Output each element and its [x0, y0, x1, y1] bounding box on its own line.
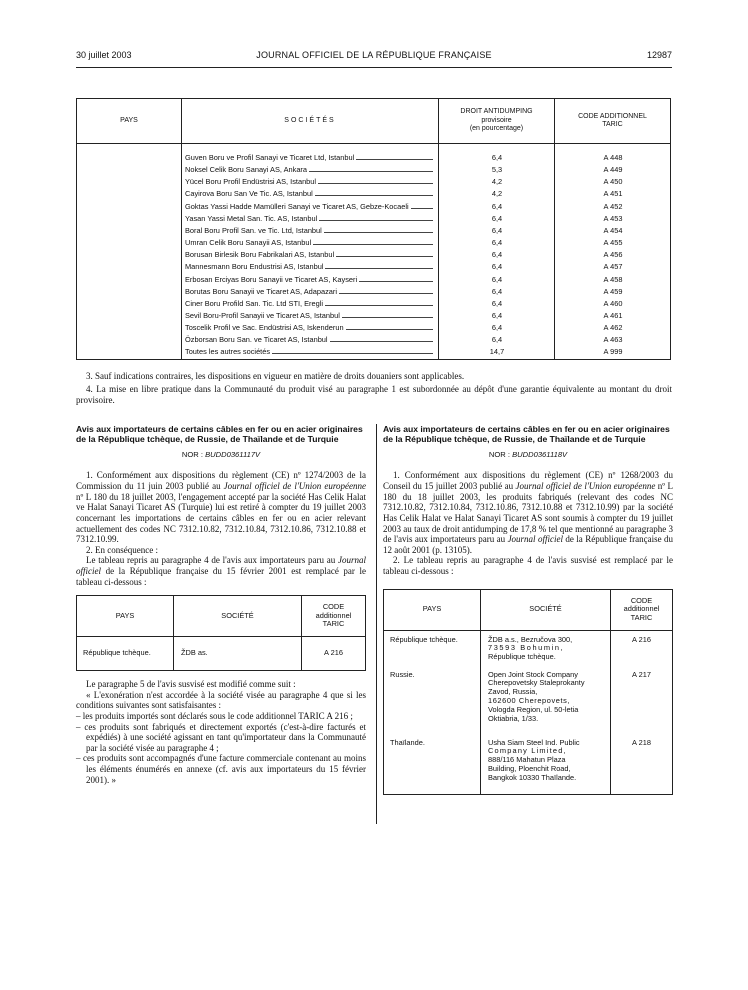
table-cell-rate: 6,4	[491, 262, 503, 272]
cell-societe: ŽDB as.	[181, 648, 208, 658]
company-name: Erbosan Erciyas Boru Sanayii ve Ticaret AS, Kayseri	[185, 274, 358, 284]
nor-label: NOR :	[181, 449, 203, 459]
header-page-number: 12987	[646, 50, 672, 60]
table-cell-taric: A 449	[603, 165, 623, 175]
col-header-code	[611, 590, 672, 630]
antidumping-table	[76, 98, 671, 360]
table-row-company	[185, 177, 439, 189]
table-cell-rate: 6,4	[491, 250, 503, 260]
journal-ref: Journal officiel	[507, 534, 563, 545]
left-column	[76, 424, 366, 785]
journal-ref: Journal officiel de l'Union européenne	[515, 481, 656, 492]
table-cell-rate: 6,4	[491, 238, 503, 248]
bullet-2: – ces produits sont fabriqués et directement exportés (c'est-à-dire facturés et expédiés) à une société agissant en tant qu'importateur dans la Communauté par la société visée au paragraphe 4 ;	[76, 721, 366, 753]
address-line: Open Joint Stock Company	[488, 669, 578, 679]
leader-line	[339, 287, 433, 294]
table-cell-taric: A 450	[603, 177, 623, 187]
right-taric-table	[383, 589, 673, 795]
text: 1. Conformément aux dispositions du règlement (CE) nº 1268/2003 du Conseil du 15 juillet 2003 publié au	[383, 470, 673, 492]
col-header-societe: SOCIÉTÉ	[529, 604, 562, 614]
table-cell-taric: A 999	[603, 347, 623, 357]
left-taric-table	[76, 595, 366, 671]
leader-line	[318, 177, 433, 184]
left-para-4: Le paragraphe 5 de l'avis susvisé est modifié comme suit :	[86, 679, 296, 690]
col-header-code	[302, 596, 365, 636]
cell-societe	[488, 739, 606, 783]
right-para-2: 2. Le tableau repris au paragraphe 4 de l'avis susvisé est remplacé par le tableau ci-dessous :	[383, 555, 673, 576]
table-cell-taric: A 451	[603, 189, 623, 199]
address-line: République tchèque.	[488, 652, 556, 662]
cell-code: A 217	[632, 669, 651, 679]
table-cell-rate: 6,4	[491, 323, 503, 333]
journal-ref: Journal officiel de l'Union européenne	[223, 481, 367, 492]
leader-line	[411, 202, 433, 209]
text: de la République française du 15 février 2001 est remplacé par le tableau ci-dessous :	[76, 565, 366, 587]
leader-line	[325, 262, 433, 269]
leader-line	[356, 153, 433, 160]
table-cell-taric: A 461	[603, 310, 623, 320]
notes	[76, 371, 672, 408]
left-para-3	[76, 555, 366, 587]
cell-pays: Thaïlande.	[390, 737, 425, 747]
address-line: 162600 Cherepovets,	[488, 696, 571, 706]
leader-line	[325, 299, 433, 306]
leader-line	[336, 250, 433, 257]
journal-ref: Journal officiel	[76, 555, 366, 576]
table-cell-taric: A 463	[603, 335, 623, 345]
address-line: Bangkok 10330 Thaïlande.	[488, 773, 577, 783]
company-name: Umran Celik Boru Sanayii AS, Istanbul	[185, 238, 312, 248]
nor-label: NOR :	[488, 449, 510, 459]
table-cell-taric: A 460	[603, 298, 623, 308]
table-cell-rate: 6,4	[491, 335, 503, 345]
text: 1. Conformément aux dispositions du règlement (CE) nº 1274/2003 de la Commission du 11 juin 2003 publié au	[76, 470, 366, 492]
table-cell-rate: 6,4	[491, 310, 503, 320]
text: nº L 180 du 18 juillet 2003, l'engagement accepté par la société Has Celik Halat ve Halat Sanayi Ticaret AS (Turquie) lui est retiré à compter du 19 juillet 2003 concernant les importations de certains câbles en fer ou en acier relevant actuellement des codes NC 7312.10.82, 7312.10.84, 7312.10.86, 7312.10.88 et 7312.10.99.	[76, 491, 366, 545]
address-line: Oktiabria, 1/33.	[488, 713, 539, 723]
table-cell-rate: 6,4	[491, 298, 503, 308]
right-avis-title: Avis aux importateurs de certains câbles en fer ou en acier originaires de la République tchèque, de Russie, de Thaïlande et de Turquie	[383, 424, 670, 445]
table-cell-rate: 14,7	[489, 347, 505, 357]
table-row-company	[185, 250, 439, 262]
code-line: TARIC	[630, 612, 653, 622]
column-divider	[376, 424, 377, 824]
leader-line	[309, 165, 433, 172]
company-name: Özborsan Boru San. ve Ticaret AS, Istanbul	[185, 335, 328, 345]
table-row-company	[185, 323, 439, 335]
company-name: Guven Boru ve Profil Sanayi ve Ticaret Ltd, Istanbul	[185, 153, 355, 162]
company-name: Ciner Boru Profild San. Tic. Ltd STI, Eregli	[185, 298, 324, 308]
right-para-1	[383, 470, 673, 555]
company-name: Yasan Yassi Metal San. Tic. AS, Istanbul	[185, 213, 318, 223]
left-nor	[76, 450, 366, 460]
table-cell-rate: 6,4	[491, 274, 503, 284]
address-line: Cherepovetsky Staleprokanty Zavod, Russia,	[488, 678, 585, 697]
col-header-pays: PAYS	[120, 116, 138, 124]
table-cell-rate: 6,4	[491, 286, 503, 296]
table-divider	[77, 636, 365, 637]
code-line-2: TARIC	[602, 121, 623, 128]
table-row-company	[185, 202, 439, 214]
company-name: Boral Boru Profil San. ve Tic. Ltd, Istanbul	[185, 225, 322, 235]
left-para-1	[76, 470, 366, 544]
table-cell-taric: A 448	[603, 153, 623, 162]
header-journal-title: JOURNAL OFFICIEL DE LA RÉPUBLIQUE FRANÇAISE	[256, 50, 492, 60]
table-row-company	[185, 347, 439, 359]
leader-line	[272, 347, 433, 354]
left-para-2: 2. En conséquence :	[86, 544, 158, 555]
header-date: 30 juillet 2003	[76, 50, 132, 60]
company-name: Toutes les autres sociétés	[185, 347, 271, 357]
table-cell-taric: A 452	[603, 201, 623, 211]
code-line: additionnel	[623, 604, 660, 614]
address-line: Usha Siam Steel Ind. Public	[488, 737, 580, 747]
table-row-company	[185, 335, 439, 347]
cell-pays: République tchèque.	[390, 634, 458, 644]
table-row-company	[185, 189, 439, 201]
droit-line-2: provisoire	[481, 116, 512, 124]
table-cell-taric: A 462	[603, 323, 623, 333]
table-body	[77, 143, 670, 359]
leader-line	[319, 214, 433, 221]
header-rule	[76, 67, 672, 68]
leader-line	[346, 323, 433, 330]
code-line: CODE	[322, 602, 345, 612]
table-row-company	[185, 287, 439, 299]
table-cell-taric: A 456	[603, 250, 623, 260]
table-cell-taric: A 453	[603, 213, 623, 223]
leader-line	[324, 226, 433, 233]
table-cell-rate: 4,2	[491, 177, 503, 187]
text: Le tableau repris au paragraphe 4 de l'avis aux importateurs paru au	[86, 555, 336, 566]
cell-code: A 216	[324, 648, 343, 658]
code-line: CODE	[630, 595, 653, 605]
cell-pays: République tchèque.	[83, 648, 151, 658]
table-row-company	[185, 165, 439, 177]
table-cell-rate: 6,4	[491, 213, 503, 223]
table-row-company	[185, 262, 439, 274]
col-header-taric	[555, 99, 670, 143]
table-row-company	[185, 214, 439, 226]
bullet-1: – les produits importés sont déclarés sous le code additionnel TARIC A 216 ;	[76, 711, 353, 722]
company-name: Goktas Yassi Hadde Mamülleri Sanayi ve Ticaret AS, Gebze-Kocaeli	[185, 201, 409, 211]
table-row-company	[185, 299, 439, 311]
company-name: Toscelik Profil ve Sac. Endüstrisi AS, Iskenderun	[185, 323, 344, 333]
table-row-company	[185, 238, 439, 250]
table-row-company	[185, 153, 439, 165]
address-line: ŽDB a.s., Bezručova 300,	[488, 634, 573, 644]
address-line: Building, Ploenchit Road,	[488, 764, 571, 774]
code-line: additionnel	[315, 610, 352, 620]
col-header-societe: SOCIÉTÉ	[221, 610, 254, 620]
table-cell-taric: A 454	[603, 225, 623, 235]
table-cell-rate: 6,4	[491, 225, 503, 235]
col-header-droit	[439, 99, 554, 143]
table-cell-taric: A 459	[603, 286, 623, 296]
table-cell-rate: 6,4	[491, 153, 503, 162]
cell-societe	[488, 636, 606, 663]
table-row-company	[185, 275, 439, 287]
col-header-pays: PAYS	[115, 610, 135, 620]
table-cell-rate: 5,3	[491, 165, 503, 175]
nor-code: BUDD0361117V	[205, 449, 261, 459]
table-cell-rate: 6,4	[491, 201, 503, 211]
address-line: 888/116 Mahatun Plaza	[488, 755, 566, 765]
right-nor	[383, 450, 673, 460]
table-cell-taric: A 458	[603, 274, 623, 284]
table-cell-taric: A 455	[603, 238, 623, 248]
left-para-5: « L'exonération n'est accordée à la société visée au paragraphe 4 que si les conditions suivantes sont satisfaisantes :	[76, 689, 366, 711]
text: de la République française du 12 août 2001 (p. 13105).	[383, 534, 673, 555]
table-row-company	[185, 311, 439, 323]
table-divider	[384, 630, 672, 631]
cell-societe	[488, 671, 606, 724]
leader-line	[359, 275, 433, 282]
leader-line	[315, 189, 433, 196]
cell-pays: Russie.	[390, 669, 415, 679]
table-header	[77, 99, 670, 144]
cell-code: A 218	[632, 737, 651, 747]
note-4: 4. La mise en libre pratique dans la Communauté du produit visé au paragraphe 1 est subordonnée au dépôt d'une garantie équivalente au montant du droit provisoire.	[76, 383, 672, 406]
leader-line	[330, 335, 433, 342]
page-header	[76, 50, 672, 64]
note-3: 3. Sauf indications contraires, les dispositions en vigueur en matière de droits douaniers sont applicables.	[86, 371, 465, 381]
company-name: Sevil Boru-Profil Sanayii ve Ticaret AS, Istanbul	[185, 310, 340, 320]
right-column	[383, 424, 673, 795]
text: nº L 180 du 18 juillet 2003, les produits fabriqués (relevant des codes NC 7312.10.82, 7312.10.84, 7312.10.86, 7312.10.88 et 7312.10.99) par la société Has Celik Halat ve Halat Sanayi Ticaret AS sont soumis à compter du 19 juillet 2003 au taux de droit antidumping de 17,8 % tel que mentionné au paragraphe 3 de l'avis aux importateurs paru au	[383, 481, 673, 545]
droit-line-1: DROIT ANTIDUMPING	[460, 108, 533, 116]
table-row-company	[185, 226, 439, 238]
leader-line	[313, 238, 433, 245]
nor-code: BUDD0361118V	[512, 449, 568, 459]
address-line: Company Limited,	[488, 746, 567, 756]
company-name: Borutas Boru Sanayii ve Ticaret AS, Adapazari	[185, 286, 338, 296]
company-name: Noksel Celik Boru Sanayi AS, Ankara	[185, 165, 308, 175]
col-header-societes: SOCIÉTÉS	[284, 116, 336, 124]
address-line: 73593 Bohumin,	[488, 643, 565, 653]
bullet-3: – ces produits sont accompagnés d'une facture commerciale contenant au moins les éléments énumérés en annexe (cf. avis aux importateurs du 15 février 2001). »	[76, 753, 366, 785]
company-name: Cayirova Boru San Ve Tic. AS, Istanbul	[185, 189, 313, 199]
leader-line	[342, 311, 433, 318]
code-line: TARIC	[322, 619, 345, 629]
col-header-pays: PAYS	[422, 604, 442, 614]
address-line: Vologda Region, ul. 50-letia	[488, 705, 579, 715]
table-cell-taric: A 457	[603, 262, 623, 272]
company-name: Borusan Birlesik Boru Fabrikalari AS, Istanbul	[185, 250, 335, 260]
code-line-1: CODE ADDITIONNEL	[578, 112, 647, 120]
droit-line-3: (en pourcentage)	[469, 125, 524, 133]
company-name: Yücel Boru Profil Endüstrisi AS, Istanbul	[185, 177, 317, 187]
left-avis-title: Avis aux importateurs de certains câbles en fer ou en acier originaires de la République tchèque, de Russie, de Thaïlande et de Turquie	[76, 424, 363, 445]
cell-code: A 216	[632, 634, 651, 644]
company-name: Mannesmann Boru Endustrisi AS, Istanbul	[185, 262, 324, 272]
table-cell-rate: 4,2	[491, 189, 503, 199]
